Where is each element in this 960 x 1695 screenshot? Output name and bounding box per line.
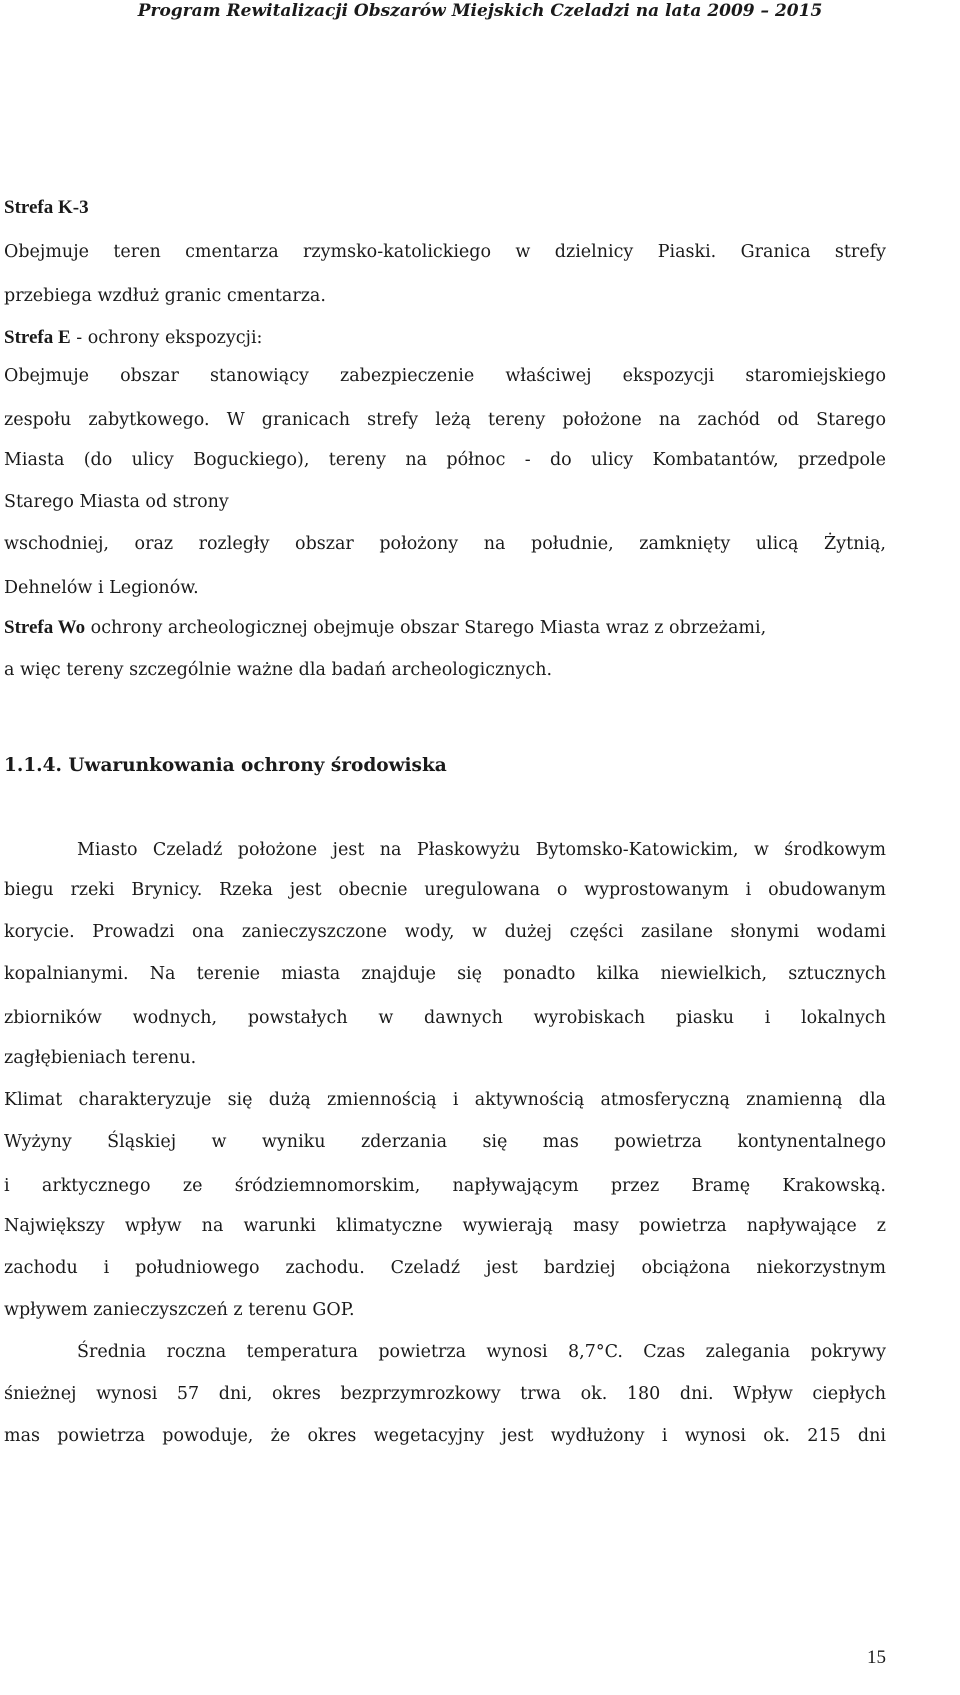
- paragraph-3-line-1: Średnia roczna temperatura powietrza wynosi 8,7°C. Czas zalegania pokrywy: [77, 1342, 886, 1362]
- paragraph-1-line-1: Miasto Czeladź położone jest na Płaskowyżu Bytomsko-Katowickim, w środkowym: [77, 840, 886, 860]
- paragraph-1-line-3: korycie. Prowadzi ona zanieczyszczone wody, w dużej części zasilane słonymi wodami: [4, 922, 886, 942]
- zone-e-line-6: Dehnelów i Legionów.: [4, 578, 199, 598]
- paragraph-1-line-2: biegu rzeki Brynicy. Rzeka jest obecnie uregulowana o wyprostowanym i obudowanym: [4, 880, 886, 900]
- zone-wo-title-rest: ochrony archeologicznej obejmuje obszar Starego Miasta wraz z obrzeżami,: [85, 618, 767, 638]
- zone-e-title: Strefa E: [4, 327, 71, 348]
- zone-e-line-2: zespołu zabytkowego. W granicach strefy leżą tereny położone na zachód od Starego: [4, 410, 886, 430]
- paragraph-1-line-5: zbiorników wodnych, powstałych w dawnych wyrobiskach piasku i lokalnych: [4, 1008, 886, 1028]
- zone-e-line-1: Obejmuje obszar stanowiący zabezpieczenie właściwej ekspozycji staromiejskiego: [4, 366, 886, 386]
- zone-wo-title: Strefa Wo: [4, 617, 86, 638]
- paragraph-2-line-2: Wyżyny Śląskiej w wyniku zderzania się mas powietrza kontynentalnego: [4, 1132, 886, 1152]
- zone-wo-title-line: [4, 614, 886, 642]
- paragraph-2-line-3: i arktycznego ze śródziemnomorskim, napływającym przez Bramę Krakowską.: [4, 1176, 886, 1196]
- zone-k3-title: Strefa K-3: [4, 197, 89, 218]
- section-heading: 1.1.4. Uwarunkowania ochrony środowiska: [4, 755, 447, 776]
- paragraph-1-line-4: kopalnianymi. Na terenie miasta znajduje się ponadto kilka niewielkich, sztucznych: [4, 964, 886, 984]
- zone-e-line-3: Miasta (do ulicy Boguckiego), tereny na północ - do ulicy Kombatantów, przedpole: [4, 450, 886, 470]
- paragraph-2-line-1: Klimat charakteryzuje się dużą zmiennością i aktywnością atmosferyczną znamienną dla: [4, 1090, 886, 1110]
- zone-e-title-rest: - ochrony ekspozycji:: [70, 328, 263, 348]
- zone-k3-line-1: Obejmuje teren cmentarza rzymsko-katolickiego w dzielnicy Piaski. Granica strefy: [4, 242, 886, 262]
- paragraph-3-line-3: mas powietrza powoduje, że okres wegetacyjny jest wydłużony i wynosi ok. 215 dni: [4, 1426, 886, 1446]
- zone-k3-line-2: przebiega wzdłuż granic cmentarza.: [4, 286, 326, 306]
- paragraph-3-line-2: śnieżnej wynosi 57 dni, okres bezprzymrozkowy trwa ok. 180 dni. Wpływ ciepłych: [4, 1384, 886, 1404]
- paragraph-2-line-5: zachodu i południowego zachodu. Czeladź jest bardziej obciążona niekorzystnym: [4, 1258, 886, 1278]
- zone-e-title-line: [4, 324, 886, 352]
- page-number: 15: [867, 1647, 886, 1668]
- page-header-title: Program Rewitalizacji Obszarów Miejskich Czeladzi na lata 2009 – 2015: [137, 1, 823, 21]
- zone-e-line-5: wschodniej, oraz rozległy obszar położony na południe, zamknięty ulicą Żytnią,: [4, 534, 886, 554]
- zone-wo-line-1: a więc tereny szczególnie ważne dla badań archeologicznych.: [4, 660, 553, 680]
- paragraph-2-line-6: wpływem zanieczyszczeń z terenu GOP.: [4, 1300, 355, 1320]
- zone-e-line-4: Starego Miasta od strony: [4, 492, 229, 512]
- paragraph-2-line-4: Największy wpływ na warunki klimatyczne wywierają masy powietrza napływające z: [4, 1216, 886, 1236]
- paragraph-1-line-6: zagłębieniach terenu.: [4, 1048, 197, 1068]
